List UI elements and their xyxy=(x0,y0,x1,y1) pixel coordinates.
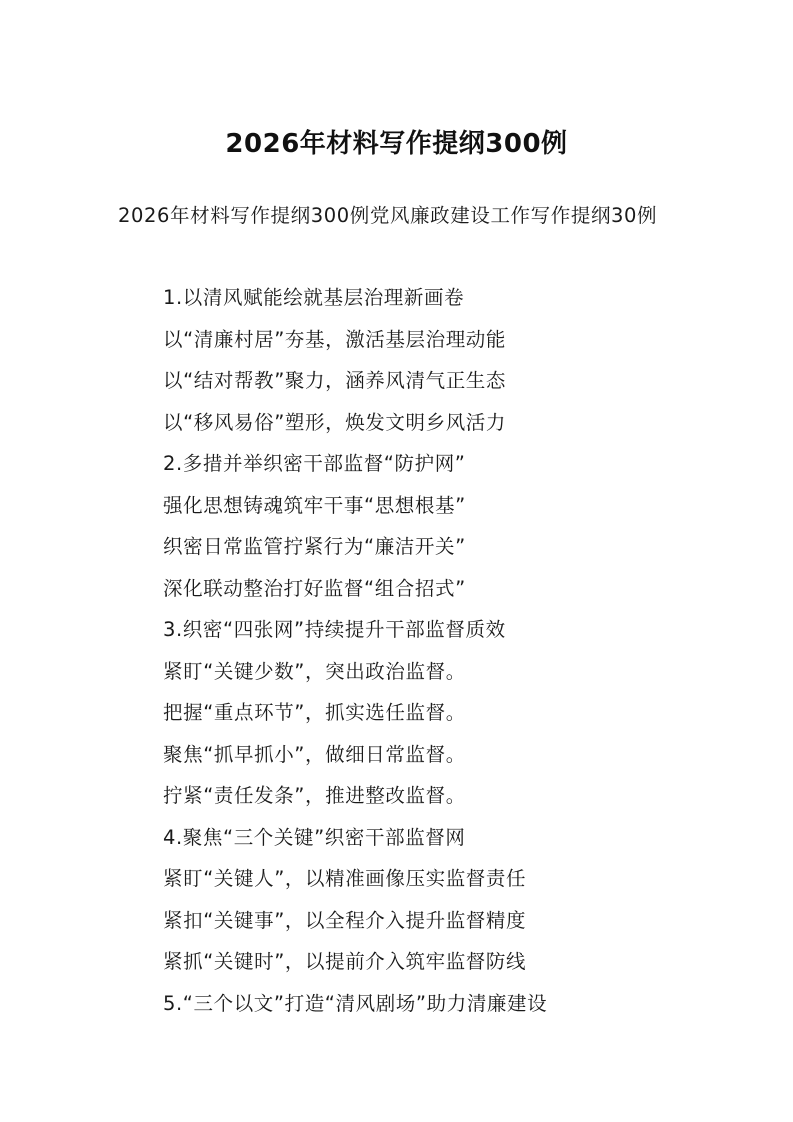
outline-heading-2: 2.多措并举织密干部监督“防护网” xyxy=(163,452,466,475)
outline-line: 以“结对帮教”聚力，涵养风清气正生态 xyxy=(163,369,507,392)
outline-line: 紧扣“关键事”，以全程介入提升监督精度 xyxy=(163,908,527,932)
outline-line: 拧紧“责任发条”，推进整改监督。 xyxy=(163,784,466,807)
outline-line: 把握“重点环节”，抓实选任监督。 xyxy=(163,701,466,724)
outline-heading-5: 5.“三个以文”打造“清风剧场”助力清廉建设 xyxy=(163,991,548,1015)
outline-line: 以“清廉村居”夯基，激活基层治理动能 xyxy=(163,327,507,351)
document-title: 2026年材料写作提纲300例 xyxy=(225,129,568,159)
outline-list xyxy=(163,277,683,1024)
outline-line: 紧盯“关键少数”，突出政治监督。 xyxy=(163,659,466,683)
outline-line: 聚焦“抓早抓小”，做细日常监督。 xyxy=(163,742,466,766)
outline-line: 紧盯“关键人”，以精准画像压实监督责任 xyxy=(163,867,527,890)
outline-line: 以“移风易俗”塑形，焕发文明乡风活力 xyxy=(163,410,507,434)
outline-line: 织密日常监管拧紧行为“廉洁开关” xyxy=(163,535,466,558)
outline-heading-4: 4.聚焦“三个关键”织密干部监督网 xyxy=(163,825,466,849)
outline-line: 紧抓“关键时”，以提前介入筑牢监督防线 xyxy=(163,950,527,973)
document-intro: 2026年材料写作提纲300例党风廉政建设工作写作提纲30例 xyxy=(118,204,658,227)
outline-heading-1: 1.以清风赋能绘就基层治理新画卷 xyxy=(163,286,465,309)
outline-line: 深化联动整治打好监督“组合招式” xyxy=(163,576,466,600)
outline-heading-3: 3.织密“四张网”持续提升干部监督质效 xyxy=(163,618,506,641)
outline-line: 强化思想铸魂筑牢干事“思想根基” xyxy=(163,493,466,517)
